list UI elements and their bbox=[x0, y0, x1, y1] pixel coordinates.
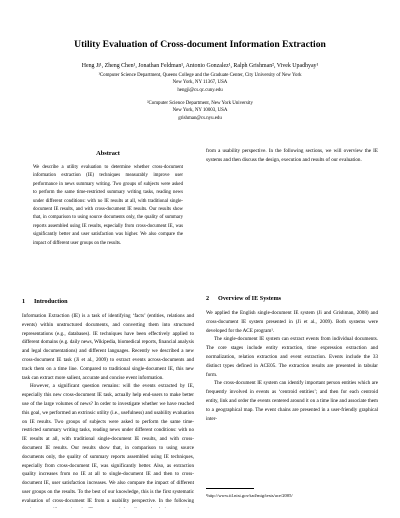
section-number: 2 bbox=[206, 295, 210, 302]
affiliation-line: ²Computer Science Department, New York University bbox=[147, 101, 253, 106]
paragraph-text: However, a significant question remains: will the events extracted by IE, especially this new cross-document IE task, actually help end-users to make better use of the large volumes of news? In order to investigate whether we have reached this goal, we performed an extrinsic utility (i.e., usefulness) and usability evaluation on IE results. Two groups of subjects were asked to perform the same time-restricted summary writing tasks, reading news under different conditions: with no IE results at all, with traditional single-document IE results, and with cross-document IE results. Our results show that, in comparison to using source documents only, the quality of summary reports assembled using IE techniques, especially from cross-document IE, was significantly better. Also, as extraction quality increases from no IE at all to single-document IE and then to cross-document IE, user satisfaction increases. We also compare the impact of different user groups on the results. To the best of our knowledge, this is the first systematic evaluation of cross-document IE from a usability perspective. In the following bbox=[22, 383, 194, 504]
author-list: Heng Ji¹, Zheng Chen¹, Jonathan Feldman¹, Antonio Gonzalez¹, Ralph Grishman², Vivek Upadhyay¹ bbox=[81, 63, 319, 69]
section-number: 1 bbox=[22, 298, 26, 305]
footnote-divider bbox=[206, 488, 254, 489]
affiliation-email: hengji@cs.qc.cuny.edu bbox=[177, 87, 223, 93]
paragraph-text-continued: from a usability perspective. In the following sections, we will overview the IE systems and then discuss the design, execution and results of our evaluation. bbox=[206, 148, 378, 164]
affiliation-queens bbox=[0, 72, 400, 94]
affiliation-nyu bbox=[0, 100, 400, 122]
introduction-body-left bbox=[22, 312, 194, 508]
paragraph: We applied the English single-document IE system (Ji and Grishman, 2008) and cross-document IE system presented in (Ji et al., 2009). Both systems were developed for the ACE program¹. bbox=[206, 310, 378, 334]
section-heading-introduction bbox=[22, 298, 68, 306]
affiliation-line: New York, NY 11367, USA bbox=[172, 80, 228, 86]
paragraph bbox=[22, 382, 194, 508]
section-title: Overview of IE Systems bbox=[218, 295, 282, 302]
continued-paragraph bbox=[206, 148, 378, 165]
paper-title: Utility Evaluation of Cross-document Information Extraction bbox=[74, 39, 326, 50]
introduction-continuation bbox=[206, 148, 378, 274]
footnote: ¹http://www.itl.nist.gov/iad/mig/tests/ace/2005/ bbox=[206, 493, 293, 498]
paragraph: Information Extraction (IE) is a task of identifying ‘facts’ (entities, relations and events) within unstructured documents, and converting them into structured representations (e.g., databases). IE techniques have been effectively applied to different domains (e.g. daily news, Wikipedia, biomedical reports, financial analysis and legal documentations) and different languages. Recently we described a new cross-document IE task (Ji et al., 2009) to extract events across-documents and track them on a time line. Compared to traditional single-document IE, this new task can extract more salient, accurate and concise event information. bbox=[22, 313, 194, 381]
affiliation-line: New York, NY 10003, USA bbox=[172, 108, 228, 114]
paragraph: The cross-document IE system can identify important person entities which are frequently involved in events as ‘centroid entities’; and then for each centroid entity, link and order the events centered around it on a time line and associate them to a geographical map. The event chains are presented in a user-friendly graphical inter- bbox=[206, 380, 378, 422]
ie-systems-body bbox=[206, 309, 378, 423]
abstract-heading: Abstract bbox=[96, 150, 120, 157]
abstract-text: We describe a utility evaluation to determine whether cross-document information extraction (IE) techniques measurably improve user performance in news summary writing. Two groups of subjects were asked to perform the same time-restricted summary writing tasks, reading news under different conditions: with no IE results at all, with traditional single-document IE results, and with cross-document IE results. Our results show that, in comparison to using source documents only, the quality of summary reports assembled using IE results, especially from cross-document IE, was significantly better and user satisfaction was higher. We also compare the impact of different user groups on the results. bbox=[33, 165, 183, 246]
paragraph: The single-document IE system can extract events from individual documents. The core stages include entity extraction, time expression extraction and normalization, relation extraction and event extraction. Events include the 33 distinct types defined in ACE05. The extraction results are presented in tabular form. bbox=[206, 336, 378, 378]
section-heading-ie-systems bbox=[206, 295, 281, 303]
section-title: Introduction bbox=[34, 298, 68, 305]
affiliation-line: ¹Computer Science Department, Queens College and the Graduate Center, City University of New York bbox=[98, 73, 302, 78]
affiliation-email: grishman@cs.nyu.edu bbox=[178, 115, 222, 121]
